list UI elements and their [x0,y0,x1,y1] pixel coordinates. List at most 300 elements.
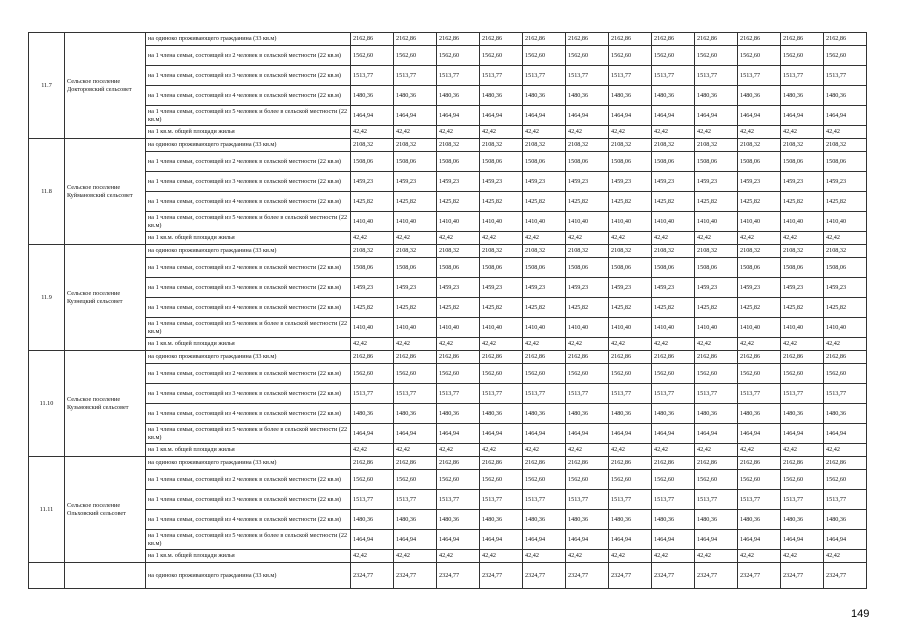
value-cell: 2162,86 [652,351,695,364]
table-row [29,258,867,278]
value-cell: 1513,77 [738,66,781,86]
value-cell: 1464,94 [351,530,394,550]
value-cell: 1562,60 [394,470,437,490]
value-cell: 1425,82 [652,298,695,318]
row-label: на одиноко проживающего гражданина (33 кв.м) [146,245,351,258]
value-cell: 1513,77 [824,490,867,510]
row-label: на 1 кв.м. общей площади жилья [146,444,351,457]
value-cell: 2162,86 [523,33,566,46]
value-cell: 2162,86 [824,33,867,46]
value-cell: 1410,40 [523,212,566,232]
value-cell: 1480,36 [652,510,695,530]
value-cell: 1480,36 [437,510,480,530]
row-label: на 1 кв.м. общей площади жилья [146,338,351,351]
table-row [29,86,867,106]
value-cell: 2324,77 [824,563,867,589]
value-cell: 42,42 [480,550,523,563]
value-cell: 42,42 [394,444,437,457]
value-cell: 1480,36 [738,404,781,424]
value-cell: 1459,23 [394,278,437,298]
value-cell: 2108,32 [480,139,523,152]
table-row [29,490,867,510]
value-cell: 2162,86 [695,351,738,364]
row-label: на одиноко проживающего гражданина (33 кв.м) [146,139,351,152]
value-cell: 1513,77 [695,384,738,404]
value-cell: 1425,82 [480,192,523,212]
value-cell: 1459,23 [609,278,652,298]
value-cell: 1464,94 [695,424,738,444]
value-cell: 1562,60 [480,364,523,384]
value-cell: 42,42 [738,550,781,563]
value-cell: 1513,77 [695,490,738,510]
value-cell: 1459,23 [480,278,523,298]
value-cell: 1508,06 [781,152,824,172]
row-label: на 1 члена семьи, состоящей из 3 человек в сельской местности (22 кв.м) [146,278,351,298]
value-cell: 1513,77 [480,66,523,86]
table-row [29,351,867,364]
value-cell: 2162,86 [437,351,480,364]
value-cell: 2108,32 [566,139,609,152]
value-cell: 42,42 [351,444,394,457]
value-cell: 1480,36 [351,86,394,106]
value-cell: 42,42 [480,126,523,139]
value-cell: 1459,23 [824,278,867,298]
value-cell: 1480,36 [781,510,824,530]
value-cell: 42,42 [652,232,695,245]
value-cell: 42,42 [824,444,867,457]
section-index: 11.7 [29,33,65,139]
table-row [29,126,867,139]
value-cell: 42,42 [480,338,523,351]
value-cell: 1513,77 [652,384,695,404]
value-cell: 42,42 [781,550,824,563]
value-cell: 2108,32 [652,139,695,152]
value-cell: 1513,77 [609,384,652,404]
value-cell: 1513,77 [609,490,652,510]
row-label: на 1 кв.м. общей площади жилья [146,126,351,139]
value-cell: 1480,36 [609,86,652,106]
value-cell: 1562,60 [824,364,867,384]
value-cell: 2162,86 [609,457,652,470]
value-cell: 1508,06 [566,152,609,172]
value-cell: 1459,23 [437,172,480,192]
table-row [29,212,867,232]
value-cell: 2162,86 [781,33,824,46]
value-cell: 42,42 [394,550,437,563]
value-cell: 1425,82 [738,298,781,318]
value-cell: 1562,60 [738,364,781,384]
value-cell: 1459,23 [566,172,609,192]
value-cell: 1513,77 [351,66,394,86]
value-cell: 1464,94 [480,530,523,550]
value-cell: 1410,40 [695,318,738,338]
value-cell: 1459,23 [480,172,523,192]
value-cell: 1480,36 [652,86,695,106]
value-cell: 2162,86 [652,457,695,470]
value-cell: 1464,94 [781,530,824,550]
row-label: на 1 члена семьи, состоящей из 3 человек в сельской местности (22 кв.м) [146,490,351,510]
value-cell: 1513,77 [394,384,437,404]
value-cell: 1562,60 [566,470,609,490]
settlement-name: Сельское поселение Куймановский сельсовет [65,139,146,245]
value-cell: 42,42 [824,338,867,351]
value-cell: 42,42 [351,338,394,351]
value-cell: 42,42 [351,126,394,139]
value-cell: 2162,86 [437,33,480,46]
value-cell: 42,42 [609,126,652,139]
value-cell: 1480,36 [480,86,523,106]
value-cell: 1562,60 [652,470,695,490]
value-cell: 1562,60 [523,470,566,490]
table-row [29,444,867,457]
value-cell: 1562,60 [394,46,437,66]
value-cell: 2162,86 [394,351,437,364]
value-cell: 1425,82 [652,192,695,212]
value-cell: 1480,36 [523,510,566,530]
value-cell: 2162,86 [652,33,695,46]
value-cell: 42,42 [695,444,738,457]
value-cell: 1480,36 [609,404,652,424]
value-cell: 1425,82 [695,192,738,212]
value-cell: 1480,36 [738,86,781,106]
value-cell: 2162,86 [351,457,394,470]
value-cell: 1562,60 [523,364,566,384]
settlement-name: Сельское поселение Ольховский сельсовет [65,457,146,563]
value-cell: 1562,60 [652,46,695,66]
value-cell: 2162,86 [394,457,437,470]
value-cell: 1508,06 [480,152,523,172]
value-cell: 1513,77 [738,384,781,404]
value-cell: 1464,94 [437,106,480,126]
value-cell: 1425,82 [394,298,437,318]
value-cell: 1513,77 [781,490,824,510]
value-cell: 42,42 [566,444,609,457]
value-cell: 1562,60 [351,470,394,490]
table-row [29,470,867,490]
value-cell: 1508,06 [695,152,738,172]
row-label: на 1 члена семьи, состоящей из 2 человек в сельской местности (22 кв.м) [146,364,351,384]
value-cell: 1410,40 [480,212,523,232]
value-cell: 1425,82 [566,192,609,212]
row-label: на 1 члена семьи, состоящей из 4 человек в сельской местности (22 кв.м) [146,404,351,424]
value-cell: 2162,86 [566,33,609,46]
value-cell: 42,42 [824,126,867,139]
value-cell: 42,42 [523,232,566,245]
row-label: на 1 члена семьи, состоящей из 5 человек и более в сельской местности (22 кв.м) [146,212,351,232]
value-cell: 1513,77 [695,66,738,86]
value-cell: 1464,94 [738,530,781,550]
value-cell: 1513,77 [824,66,867,86]
table-row [29,530,867,550]
row-label: на одиноко проживающего гражданина (33 кв.м) [146,457,351,470]
table-row [29,457,867,470]
value-cell: 2324,77 [695,563,738,589]
row-label: на 1 члена семьи, состоящей из 5 человек и более в сельской местности (22 кв.м) [146,318,351,338]
value-cell: 1480,36 [351,510,394,530]
settlement-name: Сельское поселение Докторовский сельсовет [65,33,146,139]
value-cell: 1562,60 [781,46,824,66]
table-row [29,172,867,192]
value-cell: 1480,36 [480,510,523,530]
value-cell: 2108,32 [609,139,652,152]
value-cell: 42,42 [781,232,824,245]
value-cell: 1464,94 [437,424,480,444]
value-cell: 1513,77 [523,66,566,86]
value-cell: 2162,86 [480,33,523,46]
value-cell: 1480,36 [652,404,695,424]
value-cell: 2162,86 [480,351,523,364]
value-cell: 1562,60 [480,470,523,490]
value-cell: 2324,77 [437,563,480,589]
row-label: на 1 члена семьи, состоящей из 3 человек в сельской местности (22 кв.м) [146,384,351,404]
value-cell: 1513,77 [781,384,824,404]
value-cell: 1562,60 [566,364,609,384]
row-label: на 1 члена семьи, состоящей из 5 человек и более в сельской местности (22 кв.м) [146,424,351,444]
value-cell: 1513,77 [566,490,609,510]
value-cell: 2108,32 [480,245,523,258]
value-cell: 1410,40 [652,212,695,232]
row-label: на 1 члена семьи, состоящей из 2 человек в сельской местности (22 кв.м) [146,470,351,490]
value-cell: 1508,06 [738,258,781,278]
value-cell: 42,42 [566,126,609,139]
value-cell: 1562,60 [351,364,394,384]
value-cell: 2162,86 [738,33,781,46]
value-cell: 1508,06 [394,152,437,172]
value-cell: 1513,77 [394,490,437,510]
value-cell: 42,42 [652,126,695,139]
table-row [29,192,867,212]
value-cell: 42,42 [609,444,652,457]
row-label: на 1 члена семьи, состоящей из 3 человек в сельской местности (22 кв.м) [146,172,351,192]
value-cell: 2324,77 [609,563,652,589]
row-label: на одиноко проживающего гражданина (33 кв.м) [146,563,351,589]
value-cell: 1513,77 [351,490,394,510]
value-cell: 1464,94 [394,530,437,550]
value-cell: 2108,32 [824,245,867,258]
value-cell: 1513,77 [609,66,652,86]
value-cell: 42,42 [566,550,609,563]
row-label: на 1 члена семьи, состоящей из 2 человек в сельской местности (22 кв.м) [146,258,351,278]
value-cell: 2162,86 [523,457,566,470]
value-cell: 42,42 [738,444,781,457]
value-cell: 2162,86 [480,457,523,470]
section-index: 11.8 [29,139,65,245]
value-cell: 1464,94 [695,106,738,126]
row-label: на 1 кв.м. общей площади жилья [146,232,351,245]
table-row [29,510,867,530]
value-cell: 1464,94 [523,424,566,444]
value-cell: 1410,40 [781,318,824,338]
value-cell: 1425,82 [394,192,437,212]
value-cell: 1464,94 [824,106,867,126]
value-cell: 42,42 [566,338,609,351]
value-cell: 1513,77 [738,490,781,510]
page-number: 149 [851,608,870,620]
value-cell: 2162,86 [824,457,867,470]
value-cell: 1464,94 [781,106,824,126]
value-cell: 1480,36 [394,86,437,106]
value-cell: 42,42 [437,126,480,139]
value-cell: 1562,60 [695,364,738,384]
value-cell: 2162,86 [437,457,480,470]
table-row [29,245,867,258]
value-cell: 2162,86 [523,351,566,364]
value-cell: 42,42 [523,126,566,139]
value-cell: 1562,60 [609,364,652,384]
value-cell: 2324,77 [351,563,394,589]
value-cell: 1410,40 [437,212,480,232]
value-cell: 1410,40 [437,318,480,338]
value-cell: 1513,77 [652,490,695,510]
value-cell: 42,42 [781,444,824,457]
table-row [29,550,867,563]
value-cell: 1410,40 [351,318,394,338]
value-cell: 2324,77 [566,563,609,589]
value-cell: 2108,32 [523,245,566,258]
value-cell: 42,42 [437,232,480,245]
value-cell: 1459,23 [695,172,738,192]
value-cell: 1480,36 [824,404,867,424]
value-cell: 1508,06 [695,258,738,278]
value-cell: 1508,06 [523,258,566,278]
value-cell: 1562,60 [652,364,695,384]
table-row [29,66,867,86]
value-cell: 1459,23 [781,278,824,298]
value-cell: 1513,77 [824,384,867,404]
value-cell: 1562,60 [394,364,437,384]
table-row [29,106,867,126]
value-cell: 2162,86 [824,351,867,364]
value-cell: 1425,82 [480,298,523,318]
value-cell: 1513,77 [480,490,523,510]
value-cell: 1480,36 [781,86,824,106]
value-cell: 1410,40 [695,212,738,232]
value-cell: 1464,94 [566,530,609,550]
value-cell: 42,42 [695,232,738,245]
value-cell: 2324,77 [652,563,695,589]
section-index: 11.11 [29,457,65,563]
value-cell: 1480,36 [480,404,523,424]
value-cell: 1425,82 [437,298,480,318]
value-cell: 1459,23 [609,172,652,192]
value-cell: 1459,23 [695,278,738,298]
value-cell: 1425,82 [781,192,824,212]
value-cell: 1562,60 [351,46,394,66]
value-cell: 1464,94 [523,106,566,126]
value-cell: 1410,40 [652,318,695,338]
table-row [29,424,867,444]
value-cell: 1410,40 [609,212,652,232]
value-cell: 2108,32 [652,245,695,258]
value-cell: 42,42 [523,338,566,351]
value-cell: 1480,36 [523,404,566,424]
value-cell: 2324,77 [394,563,437,589]
value-cell: 1464,94 [523,530,566,550]
value-cell: 1425,82 [781,298,824,318]
value-cell: 1480,36 [566,404,609,424]
value-cell: 1464,94 [609,424,652,444]
value-cell: 2162,86 [695,457,738,470]
value-cell: 2108,32 [738,245,781,258]
value-cell: 2324,77 [523,563,566,589]
value-cell: 1513,77 [351,384,394,404]
value-cell: 2108,32 [566,245,609,258]
value-cell: 1562,60 [566,46,609,66]
value-cell: 1508,06 [652,258,695,278]
value-cell: 2162,86 [738,457,781,470]
value-cell: 1480,36 [437,86,480,106]
value-cell: 42,42 [781,126,824,139]
value-cell: 42,42 [437,444,480,457]
value-cell: 42,42 [566,232,609,245]
row-label: на 1 члена семьи, состоящей из 4 человек в сельской местности (22 кв.м) [146,86,351,106]
value-cell: 42,42 [523,444,566,457]
value-cell: 1464,94 [480,424,523,444]
table-row [29,298,867,318]
value-cell: 1464,94 [695,530,738,550]
value-cell: 1508,06 [351,152,394,172]
value-cell: 1480,36 [394,404,437,424]
row-label: на 1 члена семьи, состоящей из 4 человек в сельской местности (22 кв.м) [146,192,351,212]
value-cell: 1425,82 [738,192,781,212]
value-cell: 2324,77 [738,563,781,589]
value-cell: 1562,60 [824,46,867,66]
value-cell: 2162,86 [394,33,437,46]
value-cell: 42,42 [609,338,652,351]
value-cell: 1562,60 [480,46,523,66]
row-label: на 1 члена семьи, состоящей из 2 человек в сельской местности (22 кв.м) [146,152,351,172]
value-cell: 1425,82 [566,298,609,318]
value-cell: 1480,36 [566,86,609,106]
row-label: на одиноко проживающего гражданина (33 кв.м) [146,33,351,46]
value-cell: 42,42 [695,338,738,351]
value-cell: 1562,60 [437,364,480,384]
value-cell: 1425,82 [351,192,394,212]
table-row [29,232,867,245]
value-cell: 1464,94 [652,530,695,550]
value-cell: 2108,32 [351,245,394,258]
value-cell: 42,42 [394,126,437,139]
value-cell: 2108,32 [824,139,867,152]
table-row [29,33,867,46]
table-row [29,338,867,351]
value-cell: 1464,94 [824,424,867,444]
value-cell: 1562,60 [781,364,824,384]
value-cell: 1459,23 [824,172,867,192]
value-cell: 2108,32 [394,245,437,258]
value-cell: 1410,40 [824,318,867,338]
value-cell: 2108,32 [781,245,824,258]
value-cell: 42,42 [394,338,437,351]
value-cell: 2108,32 [738,139,781,152]
value-cell: 1410,40 [394,318,437,338]
value-cell: 42,42 [609,232,652,245]
value-cell: 42,42 [738,232,781,245]
value-cell: 1508,06 [609,258,652,278]
value-cell: 2108,32 [437,139,480,152]
value-cell: 2162,86 [781,351,824,364]
value-cell: 1480,36 [781,404,824,424]
value-cell: 1513,77 [437,490,480,510]
value-cell: 2162,86 [609,33,652,46]
row-label: на 1 члена семьи, состоящей из 5 человек и более в сельской местности (22 кв.м) [146,530,351,550]
value-cell: 1410,40 [738,212,781,232]
value-cell: 2324,77 [480,563,523,589]
value-cell: 1513,77 [437,66,480,86]
value-cell: 42,42 [781,338,824,351]
value-cell: 42,42 [695,126,738,139]
table-row [29,139,867,152]
